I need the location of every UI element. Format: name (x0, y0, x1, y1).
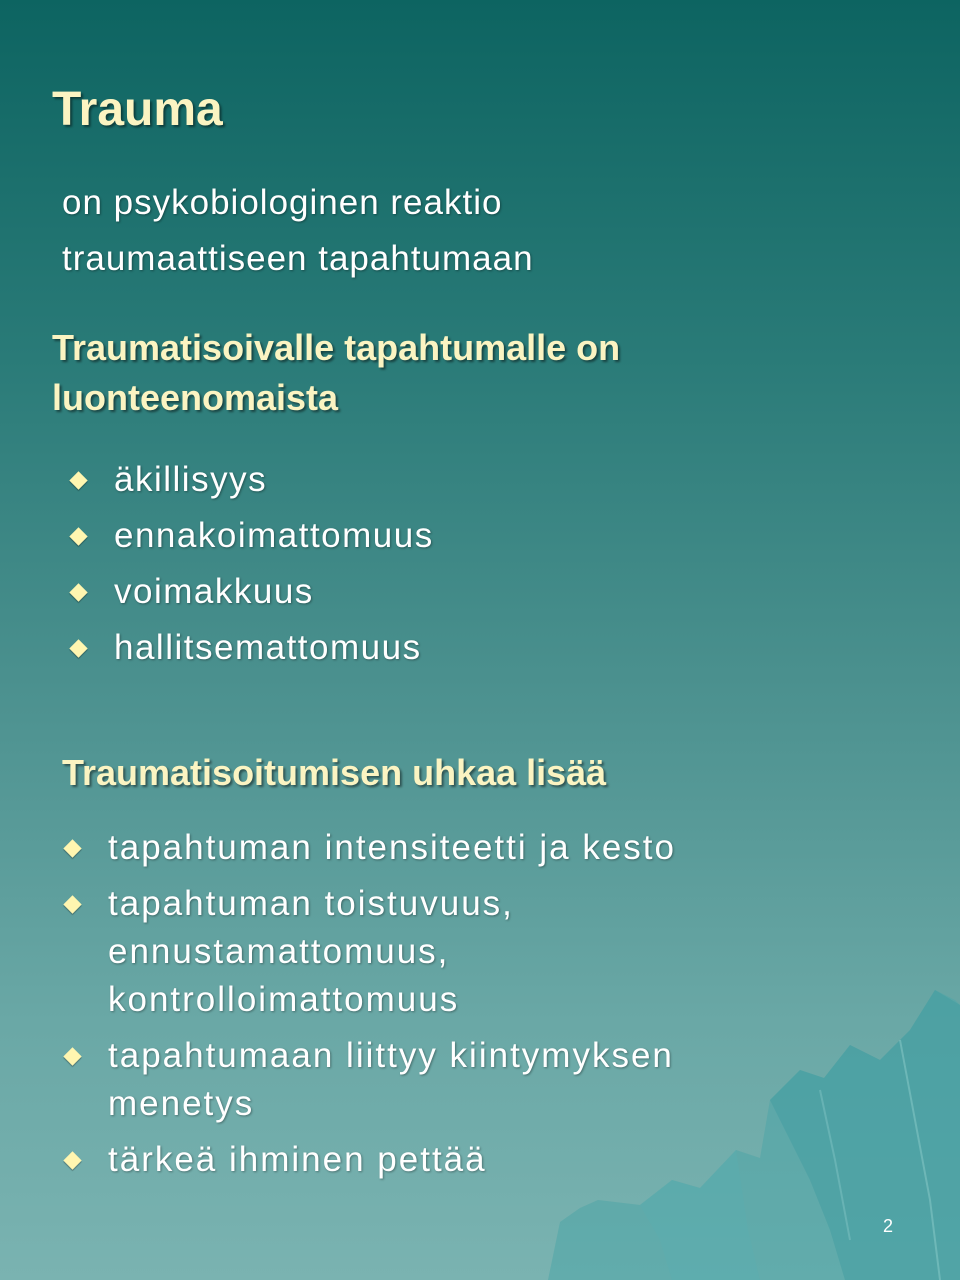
list-item (62, 1032, 782, 1128)
section1-heading-line: Traumatisoivalle tapahtumalle on (52, 327, 621, 368)
diamond-bullet-icon (69, 471, 87, 489)
bullet-text: voimakkuus (114, 572, 314, 611)
intro-text (62, 175, 534, 287)
bullet-text: ennakoimattomuus (114, 516, 434, 555)
diamond-bullet-icon (63, 839, 81, 857)
bullet-text: kontrolloimattomuus (108, 980, 460, 1019)
section1-bullet-list (68, 452, 434, 676)
list-item (68, 452, 434, 508)
list-item (62, 880, 782, 1024)
section1-heading (52, 323, 620, 423)
list-item (62, 824, 782, 872)
list-item (68, 620, 434, 676)
bullet-text: tapahtuman toistuvuus, (108, 884, 514, 923)
section1-heading-line: luonteenomaista (52, 377, 339, 418)
diamond-bullet-icon (63, 895, 81, 913)
diamond-bullet-icon (69, 583, 87, 601)
list-item (68, 564, 434, 620)
bullet-text: tapahtumaan liittyy kiintymyksen (108, 1036, 674, 1075)
list-item (62, 1136, 782, 1184)
bullet-text: tärkeä ihminen pettää (108, 1140, 487, 1179)
page-number: 2 (883, 1216, 894, 1236)
section2-bullet-list (62, 824, 782, 1192)
bullet-text: menetys (108, 1084, 255, 1123)
diamond-bullet-icon (63, 1047, 81, 1065)
intro-line: traumaattiseen tapahtumaan (62, 239, 534, 278)
intro-line: on psykobiologinen reaktio (62, 183, 503, 222)
bullet-text: tapahtuman intensiteetti ja kesto (108, 828, 676, 867)
diamond-bullet-icon (69, 639, 87, 657)
bullet-text: ennustamattomuus, (108, 932, 450, 971)
diamond-bullet-icon (63, 1151, 81, 1169)
slide-title: Trauma (52, 83, 223, 136)
section2-heading: Traumatisoitumisen uhkaa lisää (62, 752, 607, 793)
bullet-text: hallitsemattomuus (114, 628, 422, 667)
diamond-bullet-icon (69, 527, 87, 545)
list-item (68, 508, 434, 564)
bullet-text: äkillisyys (114, 460, 268, 499)
